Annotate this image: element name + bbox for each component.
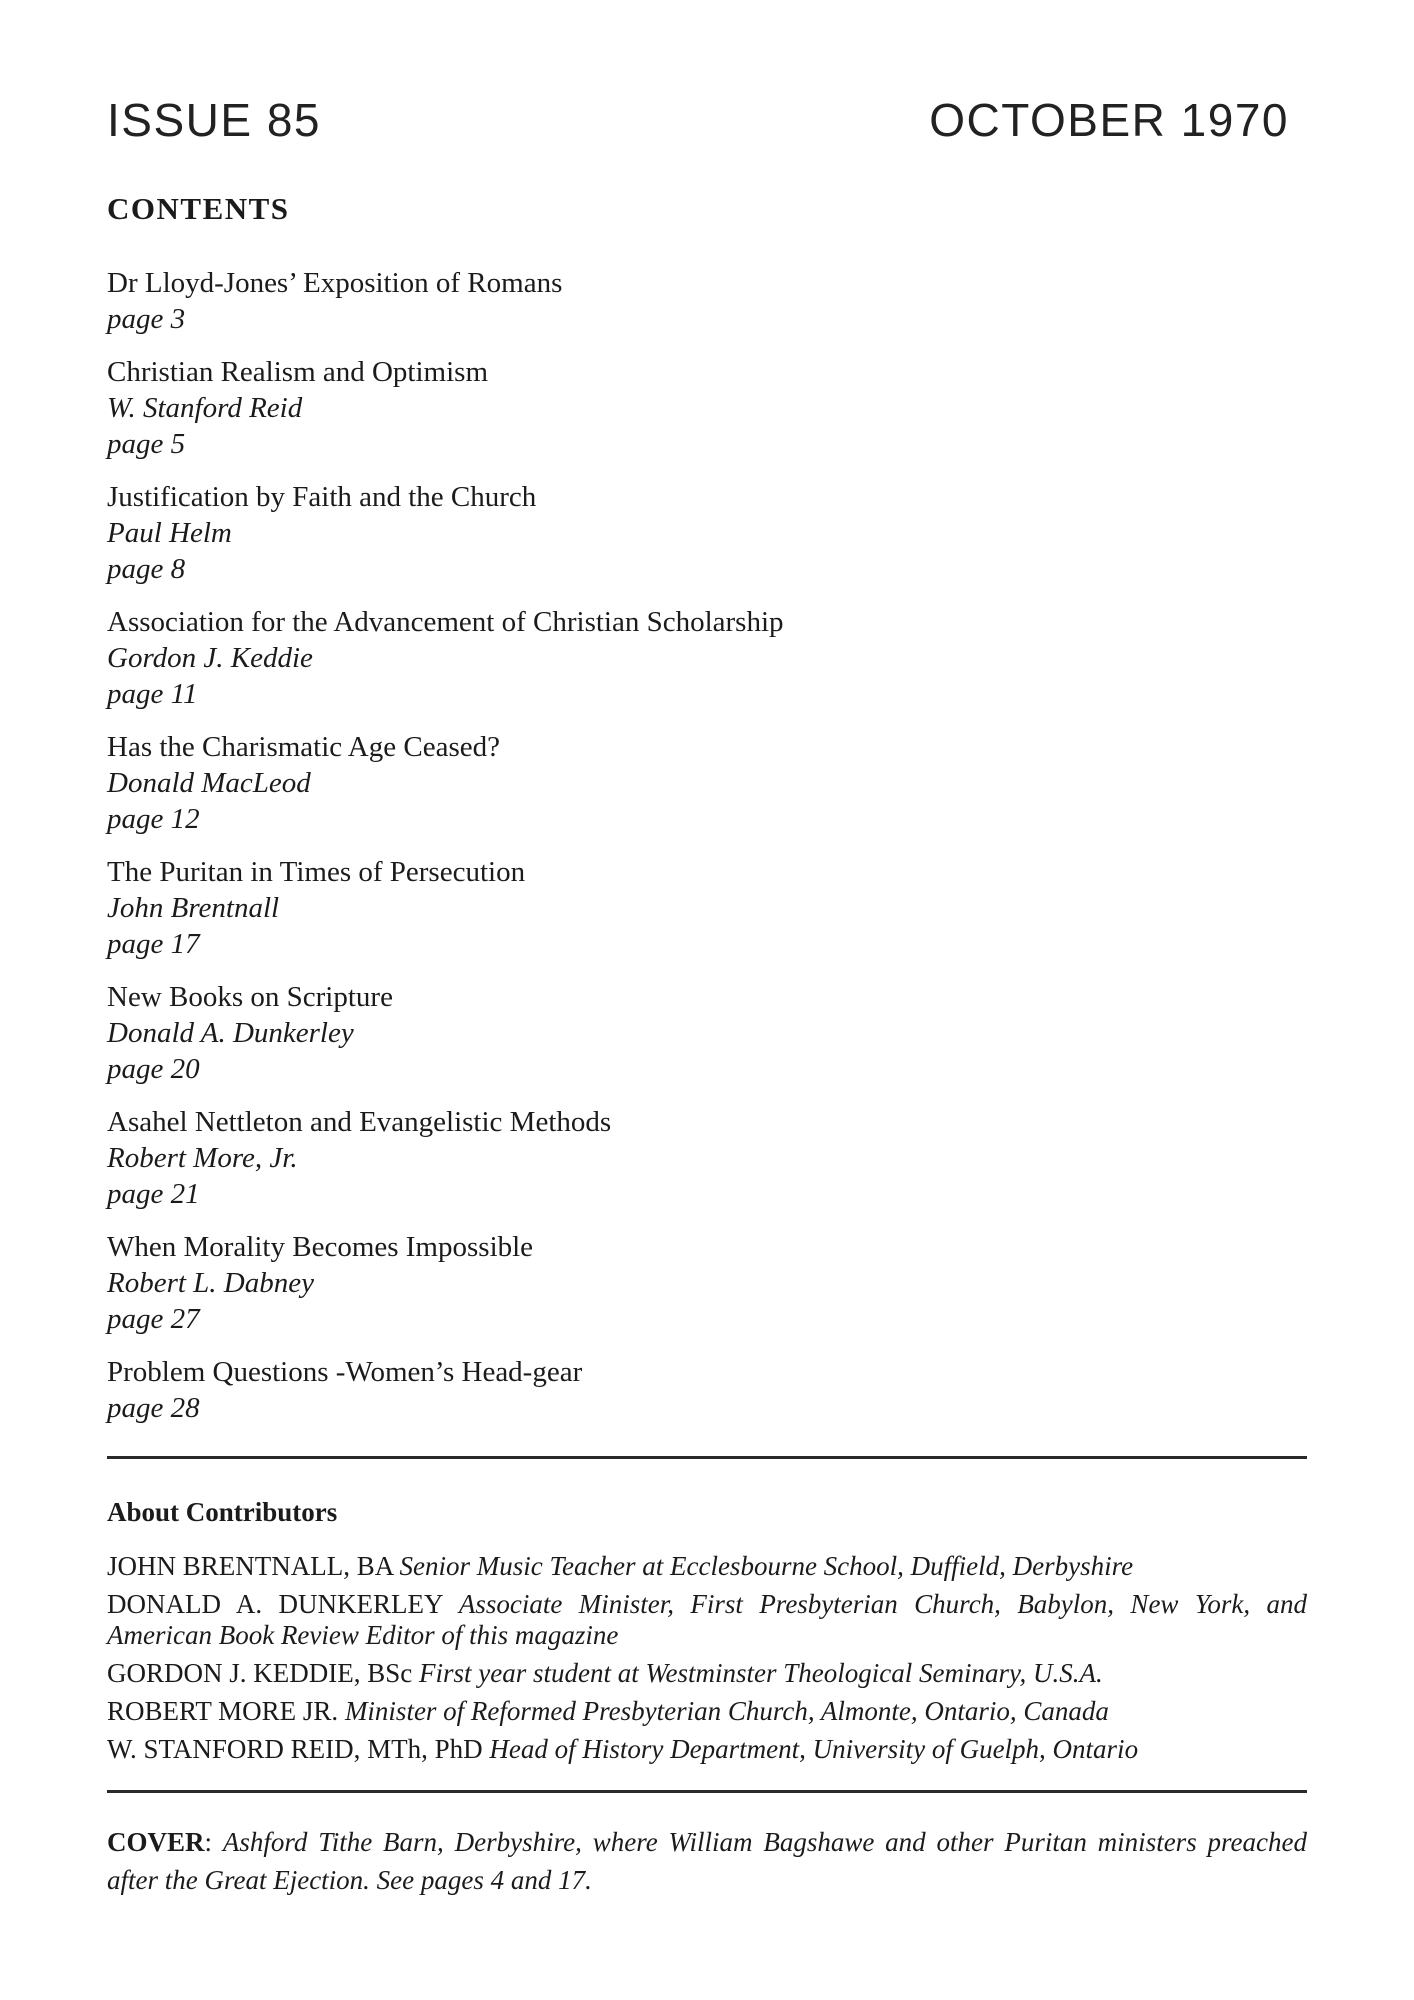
- toc-entry-title: When Morality Becomes Impossible: [107, 1231, 534, 1263]
- contributor-name: DONALD A. DUNKERLEY: [107, 1589, 459, 1620]
- toc-entry-title: The Puritan in Times of Persecution: [107, 856, 526, 888]
- toc-entry-title: Justification by Faith and the Church: [107, 481, 537, 513]
- contributors-list: [107, 1551, 1307, 1765]
- contributor-item: [107, 1589, 1307, 1651]
- toc-entry: [107, 1354, 1307, 1426]
- toc-entry-page: page 8: [107, 553, 186, 585]
- toc-entry: [107, 729, 1307, 837]
- contributor-name: GORDON J. KEDDIE, BSc: [107, 1658, 419, 1689]
- contributors-heading: About Contributors: [107, 1497, 338, 1527]
- contributor-item: [107, 1734, 1307, 1765]
- masthead: [107, 0, 1307, 146]
- cover-label: COVER: [107, 1827, 205, 1858]
- toc-entry: [107, 354, 1307, 462]
- toc-entry-title: New Books on Scripture: [107, 981, 393, 1013]
- contents-heading: CONTENTS: [107, 191, 290, 226]
- toc-entry-page: page 5: [107, 428, 186, 460]
- toc-entry: [107, 604, 1307, 712]
- toc-entry-page: page 21: [107, 1178, 200, 1210]
- toc-entry-author: John Brentnall: [107, 892, 280, 924]
- contributor-bio: Associate Minister, First Presbyterian Church, Babylon, New York, and American Book Review Editor of this magazine: [107, 1589, 1307, 1651]
- toc-entry-page: page 28: [107, 1392, 200, 1424]
- toc-entry-author: Donald A. Dunkerley: [107, 1017, 354, 1049]
- contributor-name: JOHN BRENTNALL, BA: [107, 1551, 400, 1582]
- table-of-contents: [107, 265, 1307, 1426]
- contributor-item: [107, 1696, 1307, 1727]
- toc-entry-page: page 27: [107, 1303, 200, 1335]
- toc-entry: [107, 1229, 1307, 1337]
- contributor-bio: Head of History Department, University of Guelph, Ontario: [489, 1734, 1139, 1765]
- toc-entry-title: Has the Charismatic Age Ceased?: [107, 731, 500, 763]
- issue-label: ISSUE 85: [107, 94, 321, 146]
- section-divider: [107, 1456, 1307, 1459]
- contributor-item: [107, 1551, 1307, 1582]
- toc-entry-title: Asahel Nettleton and Evangelistic Methods: [107, 1106, 612, 1138]
- toc-entry-page: page 17: [107, 928, 200, 960]
- contributor-item: [107, 1658, 1307, 1689]
- toc-entry: [107, 854, 1307, 962]
- toc-entry: [107, 979, 1307, 1087]
- toc-entry-page: page 11: [107, 678, 198, 710]
- cover-note: [107, 1823, 1307, 1899]
- toc-entry-title: Association for the Advancement of Christian Scholarship: [107, 606, 784, 638]
- contributor-name: ROBERT MORE JR.: [107, 1696, 345, 1727]
- contributor-bio: Minister of Reformed Presbyterian Church, Almonte, Ontario, Canada: [344, 1696, 1109, 1727]
- toc-entry: [107, 265, 1307, 337]
- issue-date-label: OCTOBER 1970: [929, 94, 1289, 146]
- toc-entry: [107, 479, 1307, 587]
- toc-entry-page: page 20: [107, 1053, 200, 1085]
- toc-entry-author: Robert More, Jr.: [107, 1142, 298, 1174]
- toc-entry-title: Christian Realism and Optimism: [107, 356, 489, 388]
- contributor-bio: First year student at Westminster Theological Seminary, U.S.A.: [419, 1658, 1103, 1689]
- cover-description: Ashford Tithe Barn, Derbyshire, where William Bagshawe and other Puritan ministers preached after the Great Ejection. See pages 4 and 17.: [107, 1827, 1307, 1896]
- toc-entry-page: page 12: [107, 803, 200, 835]
- toc-entry-author: Gordon J. Keddie: [107, 642, 313, 674]
- contributor-bio: Senior Music Teacher at Ecclesbourne School, Duffield, Derbyshire: [399, 1551, 1134, 1582]
- toc-entry: [107, 1104, 1307, 1212]
- cover-separator: :: [204, 1827, 223, 1858]
- toc-entry-author: Donald MacLeod: [107, 767, 311, 799]
- contributor-name: W. STANFORD REID, MTh, PhD: [107, 1734, 490, 1765]
- toc-entry-title: Dr Lloyd-Jones’ Exposition of Romans: [107, 267, 563, 299]
- toc-entry-author: Robert L. Dabney: [107, 1267, 314, 1299]
- toc-entry-author: W. Stanford Reid: [107, 392, 303, 424]
- toc-entry-title: Problem Questions -Women’s Head-gear: [107, 1356, 583, 1388]
- section-divider: [107, 1790, 1307, 1793]
- toc-entry-page: page 3: [107, 303, 186, 335]
- toc-entry-author: Paul Helm: [107, 517, 232, 549]
